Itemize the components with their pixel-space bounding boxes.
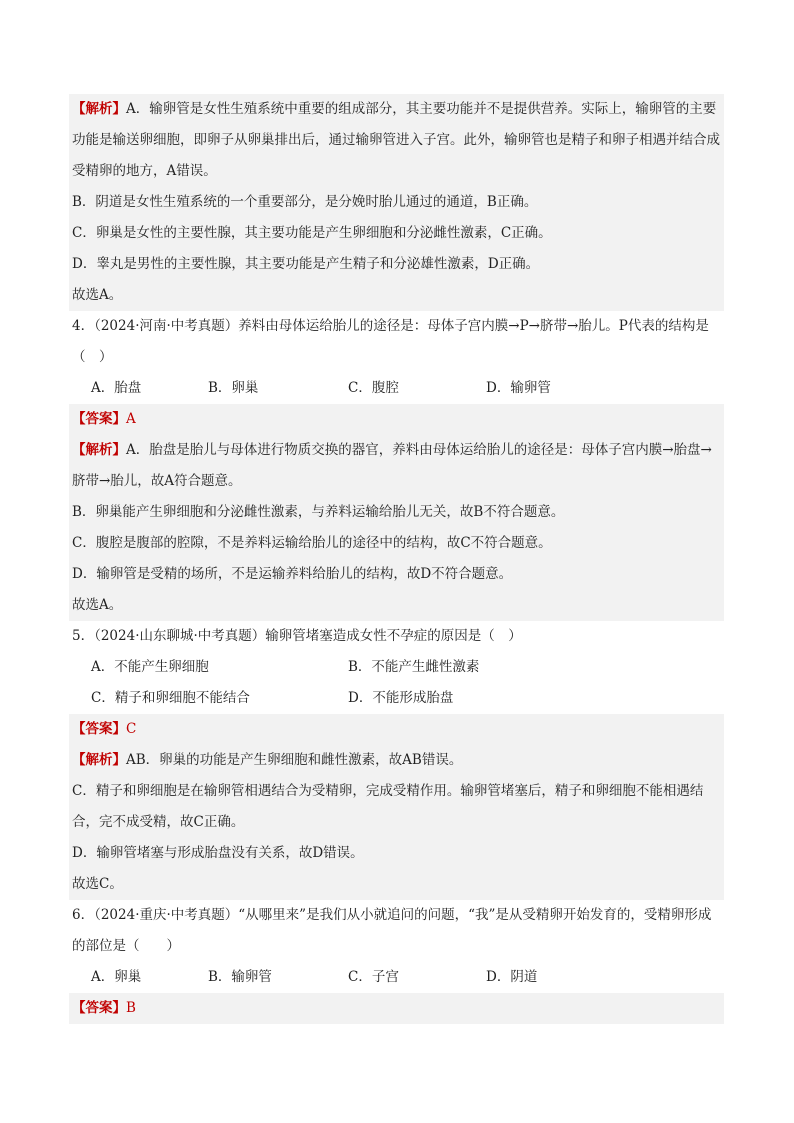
analysis-text: A．输卵管是女性生殖系统中重要的组成部分，其主要功能并不是提供营养。实际上，输卵管的主要功能是输送卵细胞，即卵子从卵巢排出后，通过输卵管进入子宫。此外，输卵管也是精子和卵子相遇并结合成受精卵的地方，A错误。 [72,101,720,179]
q3-analysis-d: D．睾丸是男性的主要性腺，其主要功能是产生精子和分泌雄性激素，D正确。 [72,256,540,272]
q6-option-d: D．阴道 [486,969,538,985]
q4-conclusion: 故选A。 [72,597,123,613]
q5-option-c: C．精子和卵细胞不能结合 [91,690,250,706]
answer-value: A [126,411,136,427]
q5-analysis-c: C．精子和卵细胞是在输卵管相遇结合为受精卵，完成受精作用。输卵管堵塞后，精子和卵细胞不能相遇结合，完不成受精，故C正确。 [72,783,704,830]
q3-conclusion: 故选A。 [72,287,123,303]
q3-analysis-b: B．阴道是女性生殖系统的一个重要部分，是分娩时胎儿通过的通道，B正确。 [72,194,538,210]
q5-answer [69,714,724,745]
q5-option-d: D．不能形成胎盘 [348,690,454,706]
answer-value: B [126,1000,136,1016]
q4-analysis-d: D．输卵管是受精的场所，不是运输养料给胎儿的结构，故D不符合题意。 [72,566,513,582]
answer-tag: 【答案】 [72,411,126,427]
q5-option-a: A．不能产生卵细胞 [91,659,209,675]
answer-tag: 【答案】 [72,1000,126,1016]
q6-answer [69,993,724,1024]
q3-analysis-a [69,94,724,187]
q6-option-b: B．输卵管 [208,969,272,985]
q6-answer-block [69,993,724,1024]
q5-analysis-d: D．输卵管堵塞与形成胎盘没有关系，故D错误。 [72,845,364,861]
q5-answer-block [69,714,724,900]
analysis-tag: 【解析】 [72,442,126,458]
q4-option-b: B．卵巢 [208,380,259,396]
page-content [69,94,724,1024]
q4-stem: 4．（2024·河南·中考真题）养料由母体运给胎儿的途径是：母体子宫内膜→P→脐带→胎儿。P代表的结构是（ ） [72,318,709,365]
analysis-tag: 【解析】 [72,101,126,117]
q4-option-c: C．腹腔 [348,380,399,396]
q5-option-b: B．不能产生雌性激素 [348,659,480,675]
q3-analysis-c: C．卵巢是女性的主要性腺，其主要功能是产生卵细胞和分泌雌性激素，C正确。 [72,225,552,241]
answer-value: C [126,721,137,737]
q4-analysis-b: B．卵巢能产生卵细胞和分泌雌性激素，与养料运输给胎儿无关，故B不符合题意。 [72,504,565,520]
q5-analysis-ab [69,745,724,776]
q4-option-a: A．胎盘 [91,380,142,396]
q6-stem: 6．（2024·重庆·中考真题）“从哪里来”是我们从小就追问的问题，“我”是从受精卵开始发育的，受精卵形成的部位是（ ） [72,907,712,954]
analysis-text: AB．卵巢的功能是产生卵细胞和雌性激素，故AB错误。 [126,752,463,768]
q4-options [69,373,724,404]
q5-conclusion: 故选C。 [72,876,123,892]
q5-options-row-2 [69,683,724,714]
q5-options-row-1 [69,652,724,683]
q4-answer-block [69,404,724,621]
q4-analysis-c: C．腹腔是腹部的腔隙，不是养料运输给胎儿的途径中的结构，故C不符合题意。 [72,535,552,551]
q6-options [69,962,724,993]
analysis-text: A．胎盘是胎儿与母体进行物质交换的器官，养料由母体运给胎儿的途径是：母体子宫内膜→胎盘→脐带→胎儿，故A符合题意。 [72,442,712,489]
q4-analysis-a [69,435,724,497]
q6-option-c: C．子宫 [348,969,399,985]
q5-stem: 5．（2024·山东聊城·中考真题）输卵管堵塞造成女性不孕症的原因是（ ） [72,628,522,644]
answer-tag: 【答案】 [72,721,126,737]
q4-answer [69,404,724,435]
q6-option-a: A．卵巢 [91,969,142,985]
q3-analysis-block [69,94,724,311]
analysis-tag: 【解析】 [72,752,126,768]
q4-option-d: D．输卵管 [486,380,551,396]
